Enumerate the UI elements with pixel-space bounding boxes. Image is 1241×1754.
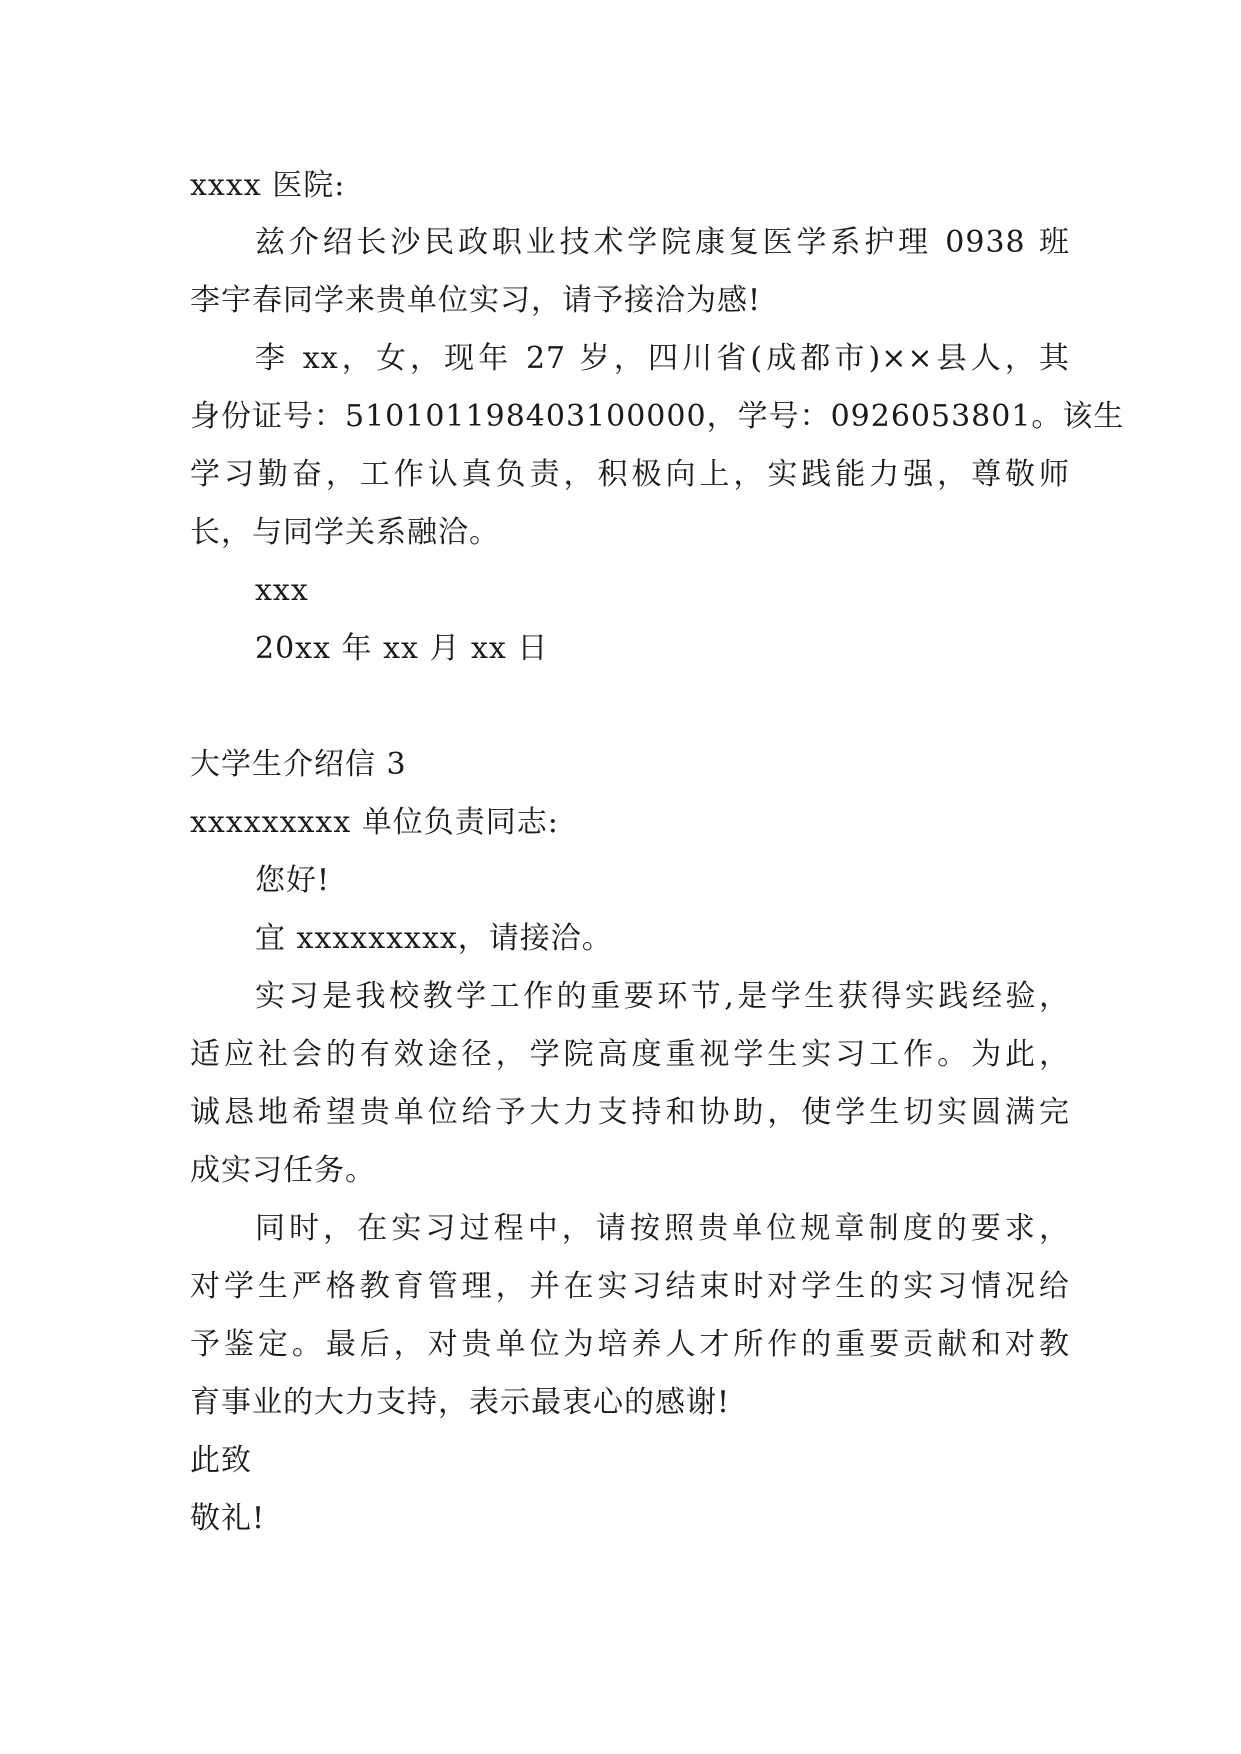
letter2-date: 20xx 年 xx 月 xx 日 bbox=[255, 631, 549, 666]
letter3-closing-line2: 敬礼! bbox=[190, 1501, 266, 1536]
letter3-paragraph2-line3: 予鉴定。最后，对贵单位为培养人才所作的重要贡献和对教 bbox=[190, 1327, 1070, 1362]
letter3-paragraph1-line2: 适应社会的有效途径，学院高度重视学生实习工作。为此， bbox=[190, 1037, 1070, 1072]
letter3-salutation: xxxxxxxxx 单位负责同志: bbox=[190, 805, 559, 840]
letter2-paragraph1-line2: 李宇春同学来贵单位实习，请予接洽为感! bbox=[190, 283, 762, 318]
letter3-title: 大学生介绍信 3 bbox=[190, 747, 407, 782]
letter3-paragraph1-line4: 成实习任务。 bbox=[190, 1153, 376, 1188]
letter2-paragraph2-line4: 长，与同学关系融洽。 bbox=[190, 515, 500, 550]
letter3-intro: 宜 xxxxxxxxx，请接洽。 bbox=[255, 921, 613, 956]
letter2-paragraph1-line1: 兹介绍长沙民政职业技术学院康复医学系护理 0938 班 bbox=[255, 225, 1070, 260]
letter3-greeting: 您好! bbox=[255, 863, 331, 898]
letter3-paragraph1-line3: 诚恳地希望贵单位给予大力支持和协助，使学生切实圆满完 bbox=[190, 1095, 1070, 1130]
letter2-salutation: xxxx 医院: bbox=[190, 168, 346, 203]
letter3-paragraph2-line4: 育事业的大力支持，表示最衷心的感谢! bbox=[190, 1385, 731, 1420]
letter2-paragraph2-line2: 身份证号：510101198403100000，学号：0926053801。该生 bbox=[190, 399, 1125, 434]
letter2-paragraph2-line1: 李 xx，女，现年 27 岁，四川省(成都市)××县人，其 bbox=[255, 341, 1070, 376]
letter2-paragraph2-line3: 学习勤奋，工作认真负责，积极向上，实践能力强，尊敬师 bbox=[190, 457, 1070, 492]
letter3-paragraph1-line1: 实习是我校教学工作的重要环节,是学生获得实践经验， bbox=[255, 979, 1070, 1014]
letter3-paragraph2-line2: 对学生严格教育管理，并在实习结束时对学生的实习情况给 bbox=[190, 1269, 1070, 1304]
letter3-paragraph2-line1: 同时，在实习过程中，请按照贵单位规章制度的要求， bbox=[255, 1211, 1070, 1246]
letter3-closing-line1: 此致 bbox=[190, 1443, 252, 1478]
letter2-signature: xxx bbox=[255, 573, 309, 608]
